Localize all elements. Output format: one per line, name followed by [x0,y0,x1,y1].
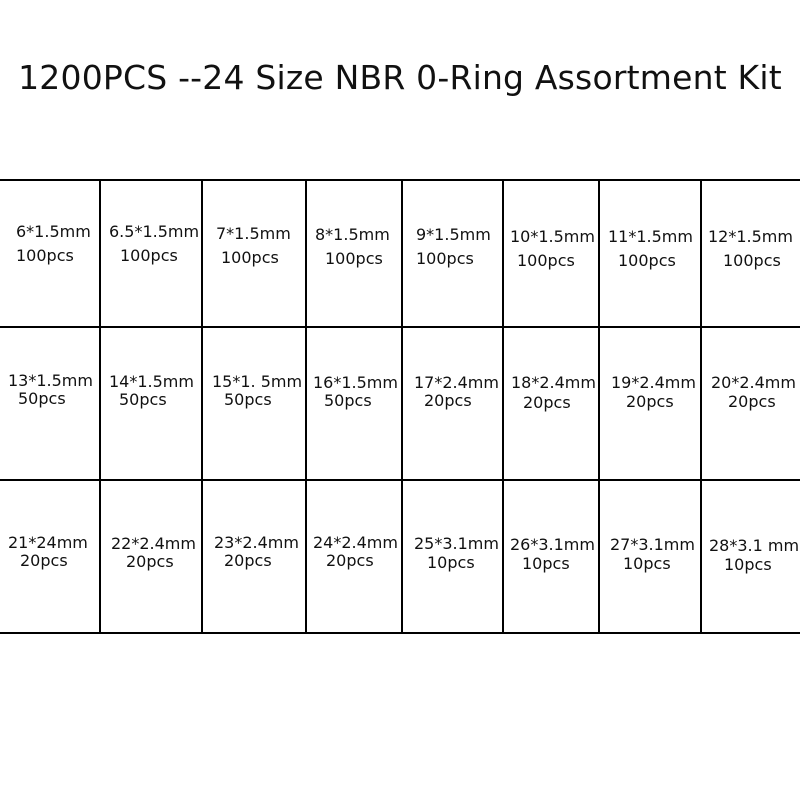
table-cell [111,536,196,570]
table-cell [608,229,693,269]
ring-size: 16*1.5mm [313,373,398,392]
ring-quantity: 100pcs [618,251,676,270]
table-cell [313,375,398,409]
ring-quantity: 20pcs [126,552,174,571]
ring-quantity: 20pcs [20,551,68,570]
table-cell [709,538,799,573]
ring-quantity: 10pcs [427,553,475,572]
ring-size: 13*1.5mm [8,371,93,390]
ring-size: 7*1.5mm [216,224,291,243]
row-divider [0,179,800,181]
ring-quantity: 10pcs [522,554,570,573]
ring-quantity: 100pcs [16,246,74,265]
ring-size: 6*1.5mm [16,222,91,241]
ring-quantity: 50pcs [18,389,66,408]
column-divider [401,179,403,634]
row-divider [0,326,800,328]
ring-quantity: 100pcs [723,251,781,270]
ring-size: 18*2.4mm [511,373,596,392]
ring-quantity: 10pcs [623,554,671,573]
ring-size: 25*3.1mm [414,534,499,553]
ring-quantity: 100pcs [517,251,575,270]
column-divider [99,179,101,634]
table-cell [8,373,93,407]
ring-quantity: 10pcs [724,555,772,574]
ring-size: 27*3.1mm [610,535,695,554]
ring-size: 28*3.1 mm [709,536,800,555]
ring-size: 20*2.4mm [711,373,796,392]
table-cell [611,375,696,410]
table-cell [8,535,88,569]
row-divider [0,479,800,481]
table-cell [414,375,499,409]
table-cell [212,374,302,408]
ring-quantity: 20pcs [224,551,272,570]
table-cell [511,375,596,411]
table-cell [416,227,491,267]
column-divider [598,179,600,634]
ring-quantity: 50pcs [224,390,272,409]
table-cell [109,224,199,264]
ring-quantity: 20pcs [626,392,674,411]
ring-size: 6.5*1.5mm [109,222,200,241]
table-cell [711,375,796,410]
column-divider [502,179,504,634]
row-divider [0,632,800,634]
ring-size: 24*2.4mm [313,533,398,552]
ring-size: 15*1. 5mm [212,372,303,391]
ring-size: 21*24mm [8,533,88,552]
ring-quantity: 100pcs [416,249,474,268]
ring-size: 22*2.4mm [111,534,196,553]
table-cell [214,535,299,569]
table-cell [610,537,695,572]
table-cell [109,374,194,408]
ring-size: 23*2.4mm [214,533,299,552]
column-divider [201,179,203,634]
ring-size: 9*1.5mm [416,225,491,244]
ring-size: 14*1.5mm [109,372,194,391]
ring-quantity: 50pcs [119,390,167,409]
ring-size: 12*1.5mm [708,227,793,246]
ring-quantity: 20pcs [728,392,776,411]
table-cell [16,224,91,264]
column-divider [700,179,702,634]
ring-size: 8*1.5mm [315,225,390,244]
ring-quantity: 100pcs [120,246,178,265]
ring-size: 26*3.1mm [510,535,595,554]
table-cell [216,226,291,266]
table-cell [708,229,793,269]
ring-quantity: 20pcs [424,391,472,410]
ring-quantity: 50pcs [324,391,372,410]
table-cell [510,229,595,269]
table-cell [414,536,499,571]
ring-size: 11*1.5mm [608,227,693,246]
column-divider [305,179,307,634]
ring-quantity: 20pcs [523,393,571,412]
table-cell [313,535,398,569]
ring-size: 17*2.4mm [414,373,499,392]
ring-size: 10*1.5mm [510,227,595,246]
size-table [0,179,800,634]
ring-quantity: 100pcs [325,249,383,268]
table-cell [315,227,390,267]
ring-quantity: 100pcs [221,248,279,267]
table-cell [510,537,595,572]
page-title: 1200PCS --24 Size NBR 0-Ring Assortment Kit [18,58,782,97]
ring-size: 19*2.4mm [611,373,696,392]
ring-quantity: 20pcs [326,551,374,570]
